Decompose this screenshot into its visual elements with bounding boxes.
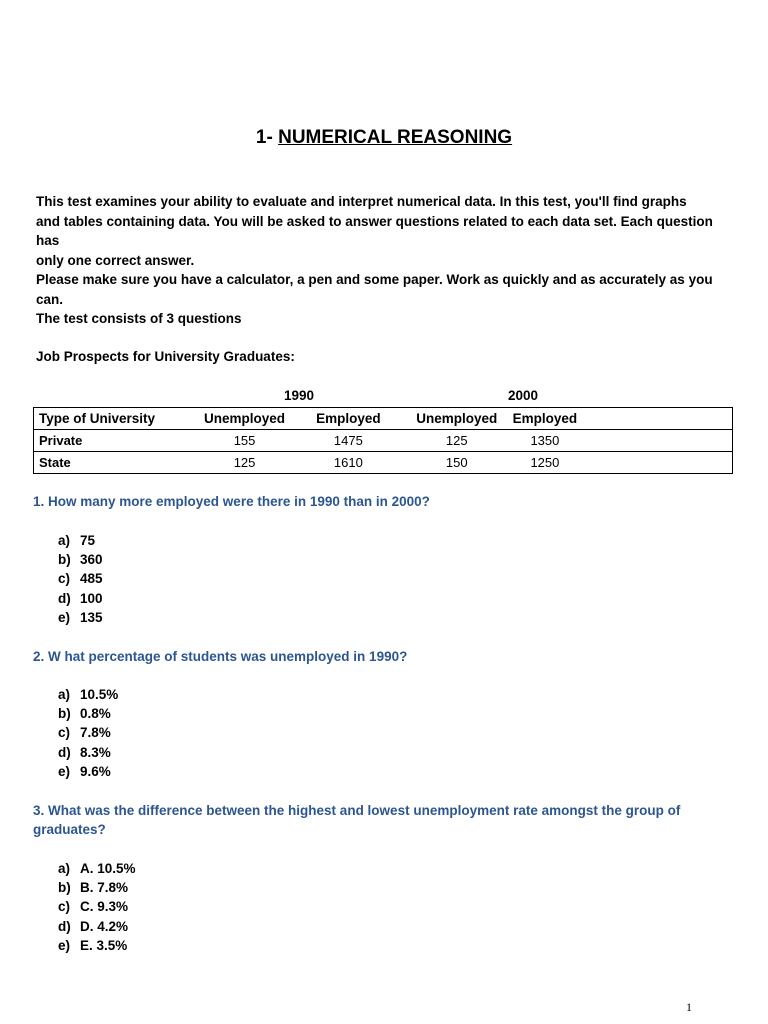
option-value: A. 10.5% [80, 861, 136, 876]
option-value: 0.8% [80, 706, 111, 722]
option-value: B. 7.8% [80, 880, 129, 896]
cell-value: 1475 [296, 430, 401, 452]
option-value: 360 [80, 552, 103, 568]
intro-line: This test examines your ability to evaluate and interpret numerical data. In this test, you'll find graphs [36, 194, 687, 209]
option-value: 75 [80, 533, 96, 548]
option-item [58, 531, 103, 550]
option-key: e) [58, 763, 71, 779]
option-value: E. 3.5% [80, 937, 128, 953]
year-1990-label: 1990 [284, 388, 315, 403]
table-spacer-cell [577, 430, 732, 452]
option-key: b) [58, 880, 71, 896]
intro-line: only one correct answer. [36, 252, 195, 268]
intro-line: and tables containing data. You will be asked to answer questions related to each data set. Each question has [36, 213, 713, 248]
table-spacer-cell [577, 452, 732, 474]
question-3-line: graduates? [33, 822, 106, 837]
row-label: State [34, 452, 194, 474]
header-employed-2000: Employed [513, 408, 578, 430]
option-item [58, 859, 136, 878]
option-value: 8.3% [80, 744, 111, 760]
option-value: 10.5% [80, 687, 119, 702]
page-number: 1 [686, 1000, 692, 1014]
cell-value: 1610 [296, 452, 401, 474]
title-main: NUMERICAL REASONING [278, 127, 513, 148]
question-2-options [58, 685, 118, 781]
option-item [58, 589, 103, 608]
option-item [58, 608, 103, 627]
option-key: a) [58, 533, 71, 548]
option-item [58, 569, 103, 588]
header-type: Type of University [34, 408, 194, 430]
option-value: D. 4.2% [80, 918, 129, 934]
option-key: a) [58, 861, 71, 876]
table-header-row [34, 408, 733, 430]
header-unemployed-1990: Unemployed [193, 408, 296, 430]
option-key: b) [58, 706, 71, 722]
option-value: 485 [80, 571, 103, 587]
option-item [58, 878, 136, 897]
question-1: 1. How many more employed were there in 1990 than in 2000? [33, 494, 430, 509]
option-item [58, 917, 136, 936]
option-value: 135 [80, 609, 103, 625]
option-key: a) [58, 687, 71, 702]
cell-value: 1350 [513, 430, 578, 452]
option-value: 9.6% [80, 763, 111, 779]
title-prefix: 1- [255, 127, 279, 148]
option-key: d) [58, 744, 71, 760]
option-key: e) [58, 609, 71, 625]
intro-paragraph [36, 192, 736, 270]
job-prospects-table [33, 407, 733, 474]
option-item [58, 762, 118, 781]
cell-value: 1250 [513, 452, 578, 474]
question-3-options [58, 859, 136, 955]
instructions-line: The test consists of 3 questions [36, 311, 242, 326]
instructions-line: Please make sure you have a calculator, a pen and some paper. Work as quickly and as accurately as you can. [36, 272, 713, 307]
table-row [34, 430, 733, 452]
table-spacer-cell [577, 408, 732, 430]
row-label: Private [34, 430, 194, 452]
option-key: c) [58, 571, 71, 587]
option-item [58, 743, 118, 762]
option-item [58, 550, 103, 569]
cell-value: 155 [193, 430, 296, 452]
option-item [58, 936, 136, 955]
option-key: e) [58, 937, 71, 953]
table-caption: Job Prospects for University Graduates: [36, 349, 295, 364]
option-item [58, 897, 136, 916]
option-item [58, 685, 118, 704]
option-key: c) [58, 725, 71, 741]
option-value: C. 9.3% [80, 899, 129, 915]
option-key: c) [58, 899, 71, 915]
option-value: 100 [80, 590, 103, 606]
header-employed-1990: Employed [296, 408, 401, 430]
option-item [58, 704, 118, 723]
option-key: b) [58, 552, 71, 568]
table-row [34, 452, 733, 474]
question-1-options [58, 531, 103, 627]
option-key: d) [58, 918, 71, 934]
instructions-paragraph [36, 270, 736, 329]
question-2: 2. W hat percentage of students was unemployed in 1990? [33, 649, 408, 664]
page-title [0, 127, 768, 149]
cell-value: 150 [401, 452, 513, 474]
option-item [58, 723, 118, 742]
option-value: 7.8% [80, 725, 111, 741]
question-3-line: 3. What was the difference between the highest and lowest unemployment rate amongst the group of [33, 803, 681, 818]
year-2000-label: 2000 [508, 388, 539, 403]
option-key: d) [58, 590, 71, 606]
cell-value: 125 [401, 430, 513, 452]
header-unemployed-2000: Unemployed [401, 408, 513, 430]
question-3 [33, 801, 723, 839]
cell-value: 125 [193, 452, 296, 474]
